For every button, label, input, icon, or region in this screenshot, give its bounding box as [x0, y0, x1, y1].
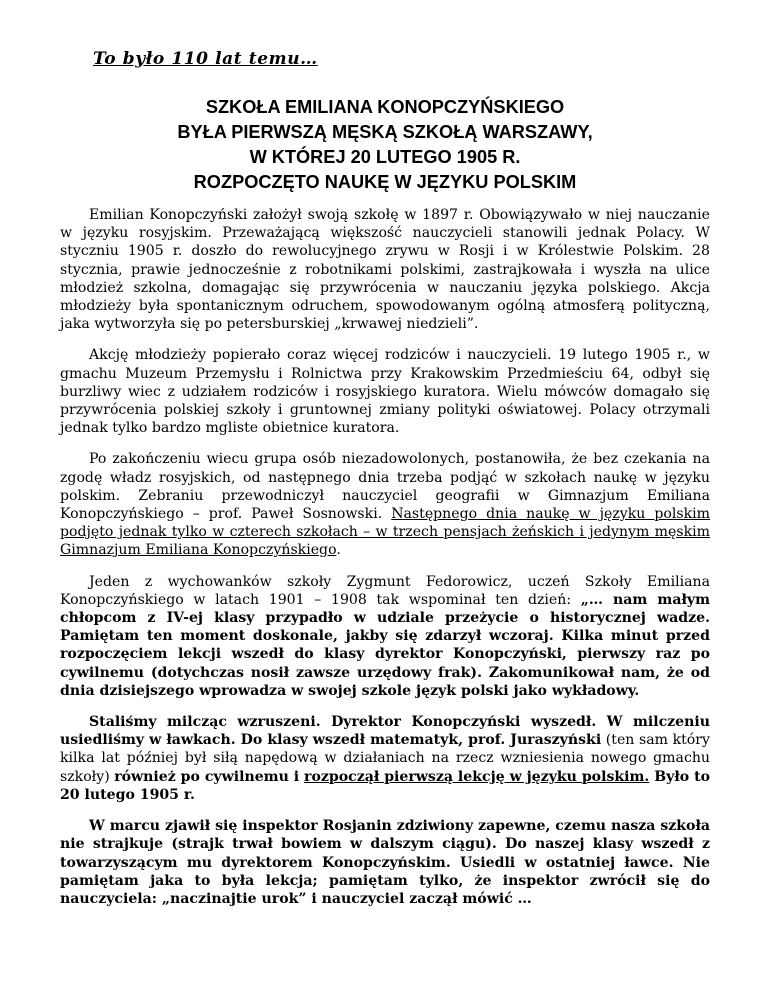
paragraph-5-bold-1: Staliśmy milcząc wzruszeni. Dyrektor Konopczyński wyszedł. W milczeniu usiedliśmy w ławkach. Do klasy wszedł matematyk, prof. Juraszyński	[60, 714, 710, 749]
paragraph-2: Akcję młodzieży popierało coraz więcej rodziców i nauczycieli. 19 lutego 1905 r., w gmachu Muzeum Przemysłu i Rolnictwa przy Krakowskim Przedmieściu 64, odbył się burzliwy wiec z udziałem rodziców i rosyjskiego kuratora. Wielu mówców domagało się przywrócenia polskiej szkoły i gruntownej zmiany polityki oświatowej. Polacy otrzymali jednak tylko bardzo mgliste obietnice kuratora.	[60, 347, 710, 437]
paragraph-3	[60, 450, 710, 559]
title-line-4: ROZPOCZĘTO NAUKĘ W JĘZYKU POLSKIM	[193, 172, 577, 192]
page-title	[60, 95, 710, 195]
paragraph-1: Emilian Konopczyński założył swoją szkołę w 1897 r. Obowiązywało w niej nauczanie w języku rosyjskim. Przeważającą większość nauczycieli stanowili jednak Polacy. W styczniu 1905 r. doszło do rewolucyjnego zrywu w Rosji i w Królestwie Polskim. 28 stycznia, prawie jednocześnie z robotnikami polskimi, zastrajkowała i wyszła na ulice młodzież szkolna, domagając się przywrócenia w nauczaniu języka polskiego. Akcja młodzieży była spontanicznym odruchem, spowodowanym ogólną atmosferą polityczną, jaka wytworzyła się po petersburskiej „krwawej niedzieli”.	[60, 207, 710, 333]
paragraph-5-bold-underlined: rozpoczął pierwszą lekcję w języku polskim.	[304, 768, 650, 785]
paragraph-6: W marcu zjawił się inspektor Rosjanin zdziwiony zapewne, czemu nasza szkoła nie strajkuje (strajk trwał bowiem w dalszym ciągu). Do naszej klasy wszedł z towarzyszącym mu dyrektorem Konopczyńskim. Usiedli w ostatniej ławce. Nie pamiętam jaka to była lekcja; pamiętam tylko, że inspektor zwrócił się do nauczyciela: „naczinajtie urok” i nauczyciel zaczął mówić …	[60, 818, 710, 907]
article-body	[60, 206, 710, 921]
kicker-heading: To było 110 lat temu…	[93, 49, 318, 69]
paragraph-4	[60, 573, 710, 700]
paragraph-5-bold-2: również po cywilnemu i	[114, 768, 305, 785]
title-line-1: SZKOŁA EMILIANA KONOPCZYŃSKIEGO	[205, 97, 565, 117]
paragraph-3-text: Po zakończeniu wiecu grupa osób niezadowolonych, postanowiła, że bez czekania na zgodę władz rosyjskich, od następnego dnia trzeba podjąć w szkołach naukę w języku polskim. Zebraniu przewodniczył nauczyciel geografii w Gimnazjum Emiliana Konopczyńskiego – prof. Paweł Sosnowski.	[60, 451, 710, 523]
paragraph-5-bold-3: Było to 20 lutego 1905 r.	[60, 768, 710, 803]
paragraph-4-text: Jeden z wychowanków szkoły Zygmunt Fedorowicz, uczeń Szkoły Emiliana Konopczyńskiego w latach 1901 – 1908 tak wspominał ten dzień:	[60, 573, 710, 608]
paragraph-3-underlined: Następnego dnia naukę w języku polskim podjęto jednak tylko w czterech szkołach – w trzech pensjach żeńskich i jedynym męskim Gimnazjum Emiliana Konopczyńskiego	[60, 506, 710, 559]
paragraph-5	[60, 713, 710, 804]
title-line-2: BYŁA PIERWSZĄ MĘSKĄ SZKOŁĄ WARSZAWY,	[177, 122, 593, 142]
paragraph-5-aside: (ten sam który kilka lat później był siłą napędową w działaniach na rzecz wzniesienia nowego gmachu szkoły)	[60, 732, 710, 785]
paragraph-4-quote: „… nam małym chłopcom z IV-ej klasy przypadło w udziale przeżycie o historycznej wadze. Pamiętam ten moment doskonale, jakby się zdarzył wczoraj. Kilka minut przed rozpoczęciem lekcji wszedł do klasy dyrektor Konopczyński, pierwszy raz po cywilnemu (dotychczas nosił zawsze urzędowy frak). Zakomunikował nam, że od dnia dzisiejszego wprowadza w swojej szkole język polski jako wykładowy.	[60, 591, 710, 699]
title-line-3: W KTÓREJ 20 LUTEGO 1905 R.	[249, 147, 521, 167]
paragraph-3-end: .	[336, 542, 341, 559]
